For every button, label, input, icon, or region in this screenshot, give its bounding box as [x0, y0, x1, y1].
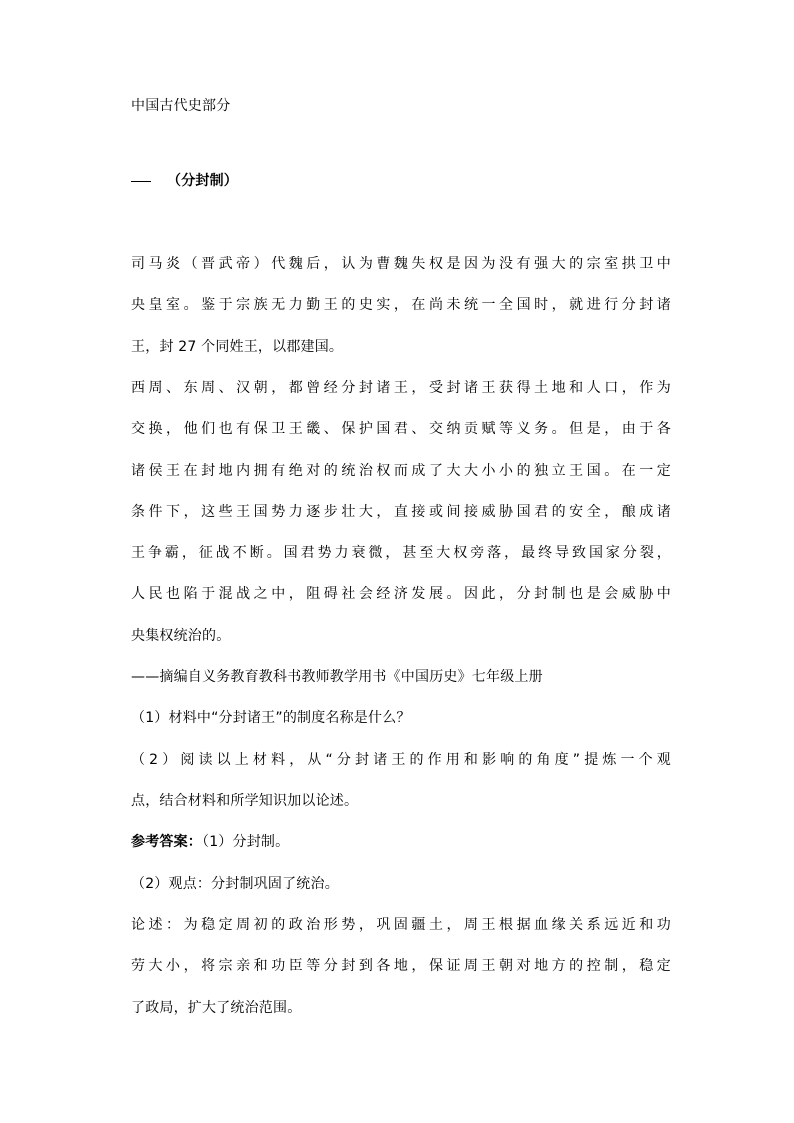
argument-line: 论述：为稳定周初的政治形势，巩固疆土，周王根据血缘关系远近和功	[131, 917, 671, 933]
paragraph2-line: 交换，他们也有保卫王畿、保护国君、交纳贡赋等义务。但是，由于各	[131, 421, 671, 437]
argument-line: 劳大小，将宗亲和功臣等分封到各地，保证周王朝对地方的控制，稳定	[131, 958, 671, 974]
source-citation: ——摘编自义务教育教科书教师教学用书《中国历史》七年级上册	[131, 669, 543, 685]
heading-dash	[131, 181, 151, 182]
answer-1-row	[131, 832, 671, 852]
paragraph1-line: 司马炎（晋武帝）代魏后，认为曹魏失权是因为没有强大的宗室拱卫中	[131, 256, 671, 272]
paragraph1-line: 王，封 27 个同姓王，以郡建国。	[131, 339, 344, 355]
section-title: 中国古代史部分	[131, 98, 231, 114]
paragraph2-line: 人民也陷于混战之中，阻碍社会经济发展。因此，分封制也是会威胁中	[131, 586, 671, 602]
question-1: （1）材料中“分封诸王”的制度名称是什么？	[131, 710, 411, 726]
paragraph2-line: 西周、东周、汉朝，都曾经分封诸王，受封诸王获得土地和人口，作为	[131, 380, 671, 396]
paragraph2-line: 诸侯王在封地内拥有绝对的统治权而成了大大小小的独立王国。在一定	[131, 463, 671, 479]
answer-2: （2）观点：分封制巩固了统治。	[131, 876, 339, 892]
argument-line: 了政局，扩大了统治范围。	[131, 1000, 302, 1016]
answer-label: 参考答案：	[131, 834, 202, 850]
section-heading	[131, 171, 671, 191]
question-2-line: 点，结合材料和所学知识加以论述。	[131, 793, 359, 809]
paragraph2-line: 条件下，这些王国势力逐步壮大，直接或间接威胁国君的安全，酿成诸	[131, 504, 671, 520]
paragraph2-line: 央集权统治的。	[131, 628, 231, 644]
heading-text: （分封制）	[167, 173, 238, 189]
paragraph2-line: 王争霸，征战不断。国君势力衰微，甚至大权旁落，最终导致国家分裂，	[131, 545, 671, 561]
paragraph1-line: 央皇室。鉴于宗族无力勤王的史实，在尚未统一全国时，就进行分封诸	[131, 297, 671, 313]
answer-1: （1）分封制。	[202, 834, 290, 850]
question-2-line: （2）阅读以上材料，从“分封诸王的作用和影响的角度”提炼一个观	[131, 752, 671, 768]
